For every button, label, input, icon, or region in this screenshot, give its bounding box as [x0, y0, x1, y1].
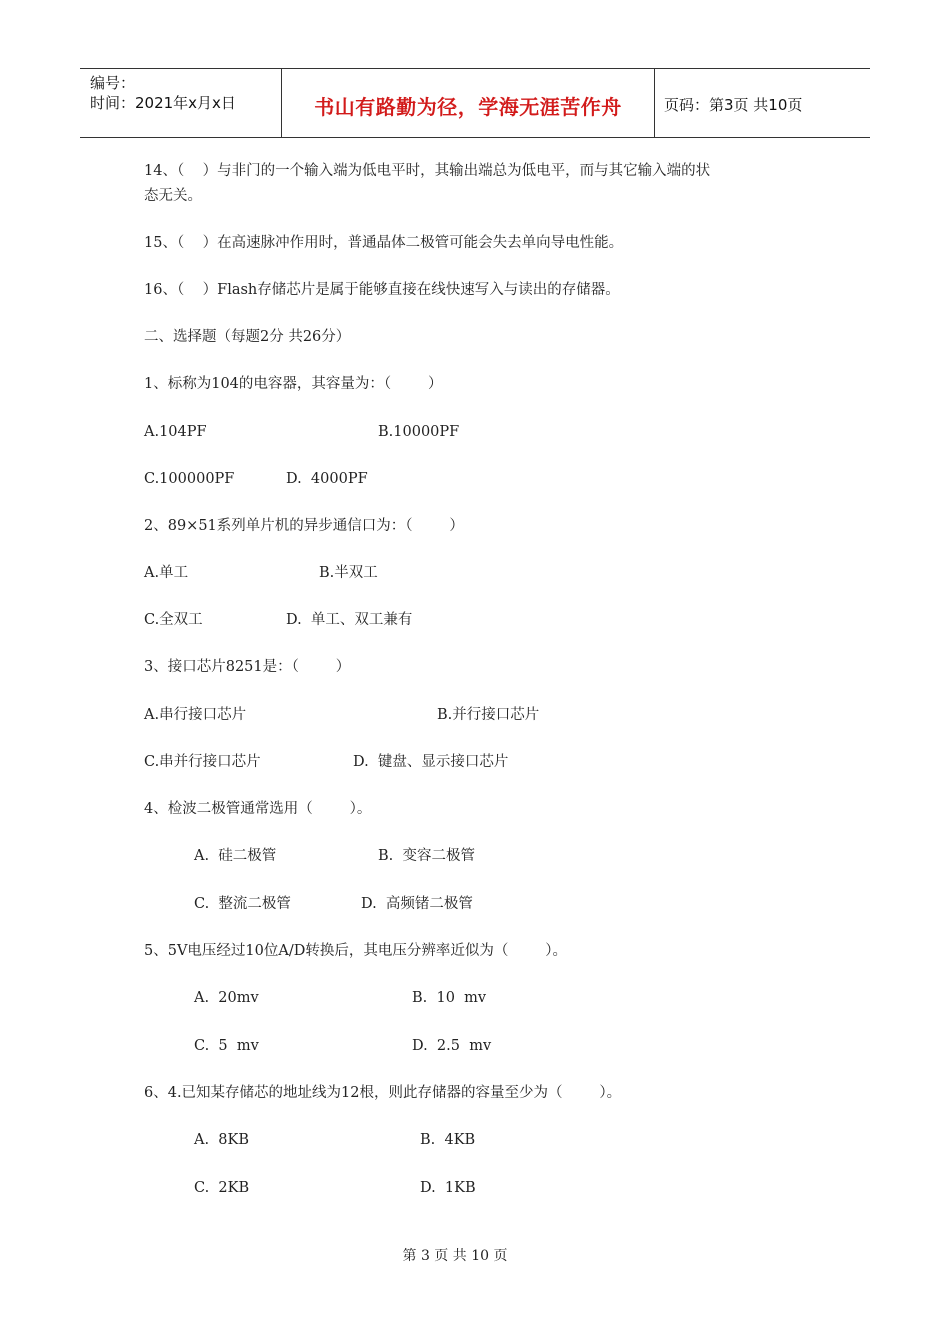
option-d: D. 高频锗二极管: [361, 896, 473, 912]
option-a: A.单工: [144, 565, 189, 581]
option-a: A. 20mv: [194, 990, 259, 1006]
option-d: D. 1KB: [420, 1180, 476, 1196]
question-stem: 3、接口芯片8251是：（ ）: [144, 659, 351, 675]
option-a: A.104PF: [144, 424, 207, 440]
page-header: [80, 68, 870, 138]
option-b: B. 4KB: [420, 1132, 476, 1148]
question-stem: 1、标称为104的电容器，其容量为：（ ）: [144, 376, 443, 392]
option-a: A. 硅二极管: [194, 848, 277, 864]
footer-page-number: 第 3 页 共 10 页: [402, 1248, 508, 1264]
option-b: B. 10 mv: [412, 990, 487, 1006]
header-meta: [90, 73, 236, 113]
option-c: C.串并行接口芯片: [144, 754, 261, 770]
option-c: C. 5 mv: [194, 1038, 259, 1054]
option-b: B. 变容二极管: [378, 848, 475, 864]
option-d: D. 2.5 mv: [412, 1038, 492, 1054]
header-divider: [654, 69, 655, 137]
option-c: C.100000PF: [144, 471, 235, 487]
header-page-info: 页码：第3页 共10页: [664, 96, 803, 114]
page-footer: [0, 1245, 950, 1265]
header-motto: 书山有路勤为径，学海无涯苦作舟: [314, 95, 622, 119]
time-label: 时间：2021年x月x日: [90, 94, 236, 112]
question-14-line2: 态无关。: [144, 188, 202, 204]
section-title: 二、选择题（每题2分 共26分）: [144, 329, 351, 345]
option-a: A. 8KB: [194, 1132, 250, 1148]
option-d: D. 键盘、显示接口芯片: [353, 754, 509, 770]
question-stem: 5、5V电压经过10位A/D转换后，其电压分辨率近似为（ ）。: [144, 943, 567, 959]
option-d: D. 单工、双工兼有: [286, 612, 413, 628]
option-b: B.半双工: [319, 565, 378, 581]
option-c: C. 2KB: [194, 1180, 250, 1196]
question-14-line1: 14、（ ）与非门的一个输入端为低电平时，其输出端总为低电平，而与其它输入端的状: [144, 163, 711, 179]
question-16: 16、（ ）Flash存储芯片是属于能够直接在线快速写入与读出的存储器。: [144, 282, 620, 298]
option-c: C.全双工: [144, 612, 203, 628]
question-stem: 6、4.已知某存储芯的地址线为12根，则此存储器的容量至少为（ ）。: [144, 1085, 622, 1101]
number-label: 编号：: [90, 74, 136, 92]
option-a: A.串行接口芯片: [144, 707, 247, 723]
question-stem: 4、检波二极管通常选用（ ）。: [144, 801, 372, 817]
question-stem: 2、89×51系列单片机的异步通信口为：（ ）: [144, 518, 464, 534]
option-b: B.并行接口芯片: [437, 707, 540, 723]
option-c: C. 整流二极管: [194, 896, 291, 912]
question-15: 15、（ ）在高速脉冲作用时，普通晶体二极管可能会失去单向导电性能。: [144, 235, 624, 251]
option-b: B.10000PF: [378, 424, 460, 440]
option-d: D. 4000PF: [286, 471, 368, 487]
